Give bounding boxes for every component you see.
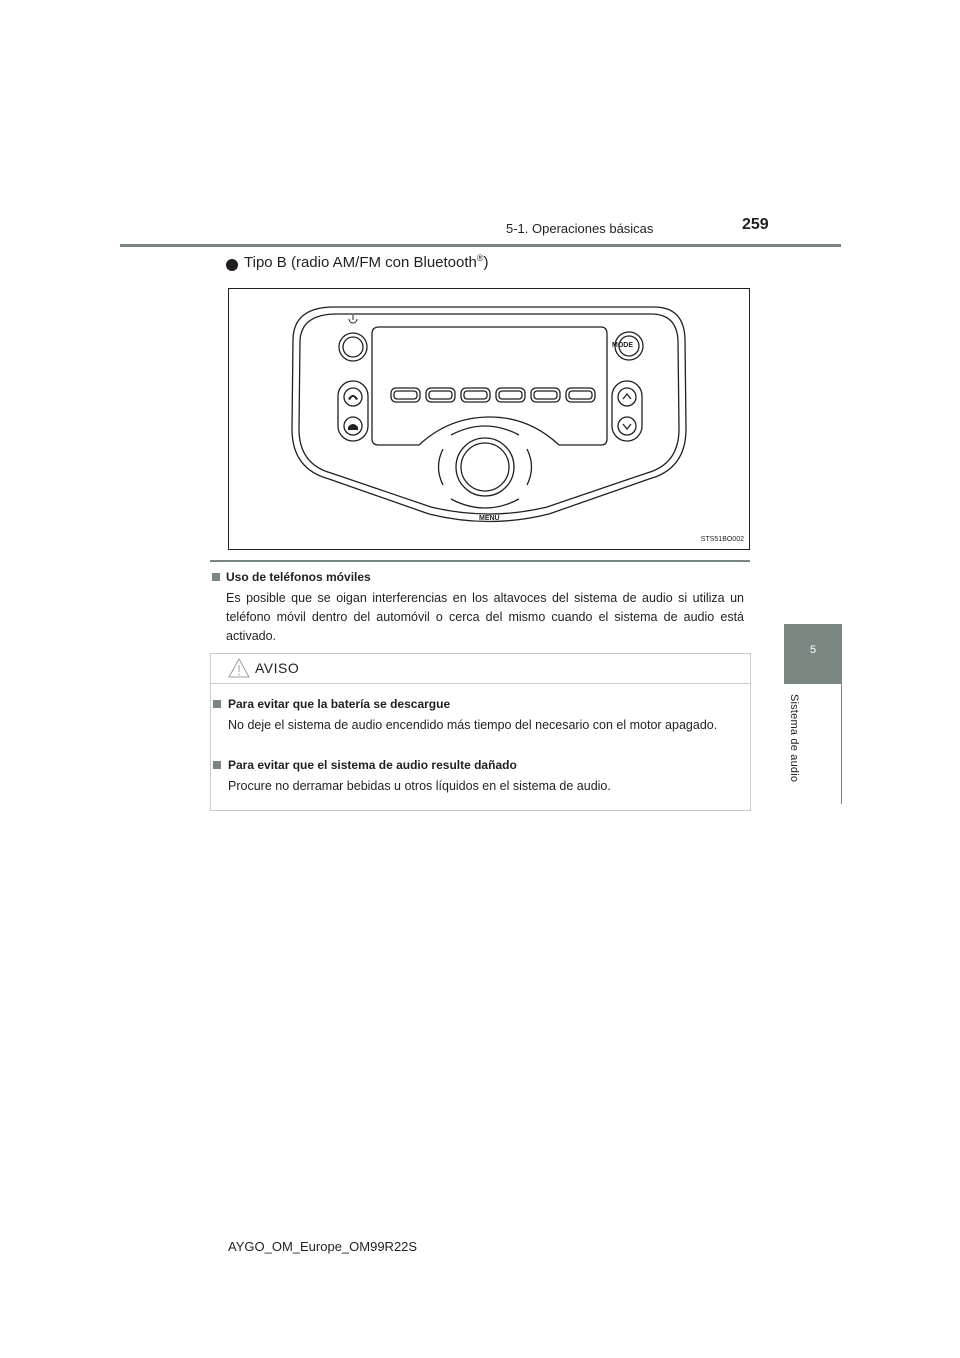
section-heading: Uso de teléfonos móviles (226, 570, 371, 584)
chapter-label: Sistema de audio (788, 694, 800, 783)
mode-label: MODE (612, 342, 633, 349)
warning-item-body: Procure no derramar bebidas u otros líquidos en el sistema de audio. (228, 779, 611, 793)
menu-label: MENU (479, 515, 500, 522)
warning-triangle-icon (228, 658, 250, 678)
warning-title: AVISO (255, 660, 300, 676)
audio-unit-figure (228, 288, 750, 550)
warning-header-rule (211, 683, 750, 684)
warning-box (210, 653, 751, 811)
type-heading-close: ) (483, 254, 489, 271)
header-rule (120, 244, 841, 247)
section-rule (210, 560, 750, 562)
square-bullet-icon (213, 700, 221, 708)
type-heading-text: Tipo B (radio AM/FM con Bluetooth (244, 254, 477, 271)
figure-code: STS51BO002 (700, 536, 744, 543)
square-bullet-icon (212, 573, 220, 581)
warning-item-heading: Para evitar que la batería se descargue (228, 697, 451, 711)
warning-item-body: No deje el sistema de audio encendido más tiempo del necesario con el motor apagado. (228, 718, 718, 732)
warning-item-heading: Para evitar que el sistema de audio resulte dañado (228, 758, 517, 772)
chapter-tab (784, 624, 842, 684)
type-heading (244, 253, 489, 271)
section-body: Es posible que se oigan interferencias en los altavoces del sistema de audio si utiliza un teléfono móvil dentro del automóvil o cerca del mismo cuando el sistema de audio está activado. (226, 591, 744, 643)
header-section-title: 5-1. Operaciones básicas (506, 221, 654, 236)
bullet-icon (226, 259, 238, 271)
audio-unit-illustration (229, 289, 749, 549)
registered-mark: ® (476, 253, 484, 263)
chapter-number: 5 (809, 644, 817, 656)
footer-document-id: AYGO_OM_Europe_OM99R22S (228, 1239, 418, 1254)
page-number: 259 (742, 216, 769, 233)
chapter-tab-line (841, 684, 842, 804)
square-bullet-icon (213, 761, 221, 769)
